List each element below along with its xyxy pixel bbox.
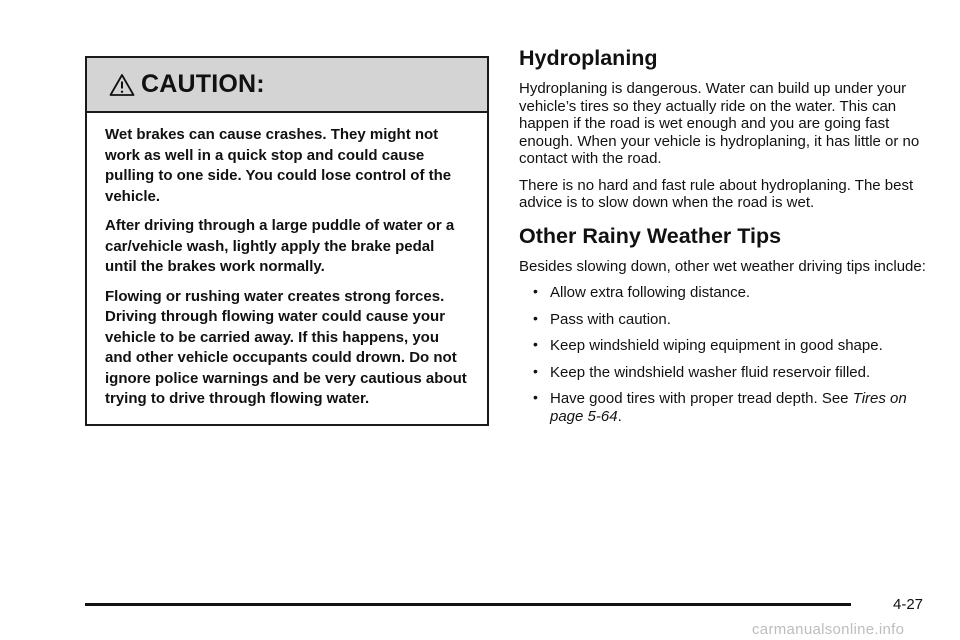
rainy-tips-heading: Other Rainy Weather Tips [519, 223, 782, 248]
caution-header [87, 58, 487, 113]
rainy-tips-intro: Besides slowing down, other wet weather driving tips include: [519, 257, 926, 275]
caution-paragraph: Wet brakes can cause crashes. They might not work as well in a quick stop and could cause pulling to one side. You could lose control of the vehicle. [105, 126, 452, 205]
list-item [519, 284, 929, 302]
caution-body [87, 113, 487, 410]
list-item [519, 311, 929, 329]
right-column [519, 44, 929, 434]
caution-paragraph: After driving through a large puddle of water or a car/vehicle wash, lightly apply the brake pedal until the brakes work normally. [105, 217, 455, 275]
bullet: • [533, 336, 538, 352]
list-item-text: Have good tires with proper tread depth. See [550, 390, 853, 407]
list-item-text: Keep the windshield washer fluid reservoir filled. [550, 363, 871, 381]
list-item-text: Pass with caution. [550, 310, 671, 328]
list-item [519, 390, 929, 425]
bullet: • [533, 389, 538, 405]
bullet: • [533, 362, 538, 379]
caution-box [85, 56, 489, 426]
list-item [519, 337, 929, 355]
list-item [519, 364, 929, 382]
rainy-tips-list [519, 284, 929, 425]
footer-rule [85, 603, 851, 606]
warning-triangle-icon [109, 73, 135, 97]
bullet: • [533, 309, 538, 326]
hydroplaning-heading: Hydroplaning [519, 46, 658, 70]
bullet: • [533, 283, 538, 299]
list-item-end: . [617, 407, 622, 425]
page-number: 4-27 [893, 596, 924, 613]
list-item-text: Keep windshield wiping equipment in good shape. [550, 337, 883, 354]
caution-paragraph: Flowing or rushing water creates strong forces. Driving through flowing water could cause your vehicle to be carried away. If this happens, you and other vehicle occupants could drown. Do not ignore police warnings and be very cautious about trying to drive through flowing water. [105, 287, 467, 407]
list-item-text: Allow extra following distance. [550, 284, 751, 301]
caution-title: CAUTION: [141, 70, 265, 98]
hydroplaning-paragraph: Hydroplaning is dangerous. Water can build up under your vehicle’s tires so they actually ride on the water. This can happen if the road is wet enough and you are going fast enough. When your vehicle is hydroplaning, it has little or no contact with the road. [519, 80, 920, 167]
watermark: carmanualsonline.info [752, 621, 905, 638]
cross-reference-link[interactable]: Tires on page 5-64 [550, 390, 907, 425]
hydroplaning-paragraph: There is no hard and fast rule about hydroplaning. The best advice is to slow down when the road is wet. [519, 176, 914, 211]
